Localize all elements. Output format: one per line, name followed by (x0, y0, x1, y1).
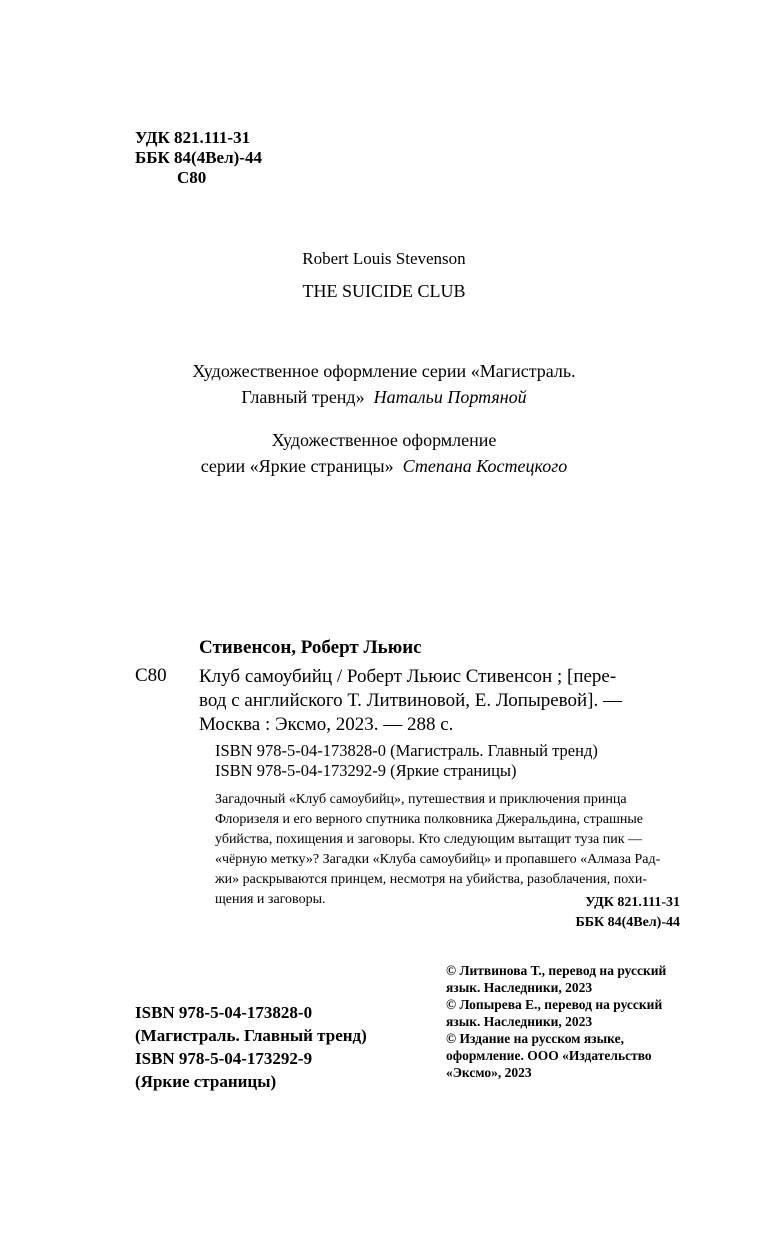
design-credit-series: серии «Яркие страницы» (200, 456, 394, 476)
classification-codes (135, 128, 262, 188)
catalog-description (199, 665, 679, 737)
catalog-isbns (215, 741, 598, 781)
copyright-block (446, 962, 686, 1081)
design-credit-magistral (0, 358, 768, 410)
copyright-line: © Лопырева Е., перевод на русский (446, 997, 663, 1012)
annotation-udk: УДК 821.111-31 (585, 895, 680, 910)
annotation (215, 790, 680, 910)
annotation-line: щения и заговоры. (215, 892, 326, 907)
design-credit-artist: Натальи Портяной (373, 387, 527, 407)
copyright-translation-lopyreva (446, 996, 686, 1030)
design-credit-series: Главный тренд» (241, 387, 365, 407)
annotation-bbk: ББК 84(4Вел)-44 (575, 915, 680, 930)
copyright-line: язык. Наследники, 2023 (446, 1014, 593, 1029)
original-author: Robert Louis Stevenson (302, 249, 466, 268)
catalog-code: С80 (135, 665, 167, 686)
design-credit-bright-pages (0, 427, 768, 479)
design-credit-artist: Степана Костецкого (402, 456, 568, 476)
annotation-line: жи» раскрываются принцем, несмотря на убийства, разоблачения, похи- (215, 872, 648, 887)
copyright-translation-litvinova (446, 962, 686, 996)
isbn-line: (Магистраль. Главный тренд) (135, 1026, 367, 1045)
copyright-line: «Эксмо», 2023 (446, 1065, 532, 1080)
annotation-line: Загадочный «Клуб самоубийц», путешествия и приключения принца (215, 792, 627, 807)
isbn-line: ISBN 978-5-04-173828-0 (135, 1003, 313, 1022)
isbn-block (135, 1001, 367, 1093)
catalog-description-line: Клуб самоубийц / Роберт Льюис Стивенсон ; [пере- (199, 666, 617, 687)
catalog-description-line: Москва : Эксмо, 2023. — 288 с. (199, 714, 454, 735)
catalog-description-line: вод с английского Т. Литвиновой, Е. Лопыревой]. — (199, 690, 623, 711)
catalog-isbn: ISBN 978-5-04-173292-9 (Яркие страницы) (215, 761, 517, 780)
catalog-author-heading: Стивенсон, Роберт Льюис (199, 637, 422, 658)
copyright-line: © Издание на русском языке, (446, 1031, 624, 1046)
design-credit-line (0, 384, 768, 410)
annotation-line: убийства, похищения и заговоры. Кто следующим вытащит туза пик — (215, 832, 643, 847)
annotation-line: «чёрную метку»? Загадки «Клуба самоубийц» и пропавшего «Алмаза Рад- (215, 852, 661, 867)
isbn-line: ISBN 978-5-04-173292-9 (135, 1049, 313, 1068)
bbk-code: ББК 84(4Вел)-44 (135, 148, 262, 167)
udk-code: УДК 821.111-31 (135, 128, 251, 147)
design-credit-line: Художественное оформление серии «Магистраль. (192, 361, 576, 381)
annotation-codes (520, 893, 680, 933)
design-credit-line (0, 453, 768, 479)
isbn-line: (Яркие страницы) (135, 1072, 277, 1091)
annotation-line: Флоризеля и его верного спутника полковника Джеральдина, страшные (215, 812, 644, 827)
original-title: THE SUICIDE CLUB (302, 281, 466, 301)
copyright-line: оформление. ООО «Издательство (446, 1048, 652, 1063)
copyright-line: язык. Наследники, 2023 (446, 980, 593, 995)
copyright-line: © Литвинова Т., перевод на русский (446, 963, 667, 978)
catalog-isbn: ISBN 978-5-04-173828-0 (Магистраль. Главный тренд) (215, 741, 598, 760)
design-credit-line: Художественное оформление (271, 430, 497, 450)
author-code: С80 (177, 168, 207, 187)
copyright-edition (446, 1030, 686, 1081)
